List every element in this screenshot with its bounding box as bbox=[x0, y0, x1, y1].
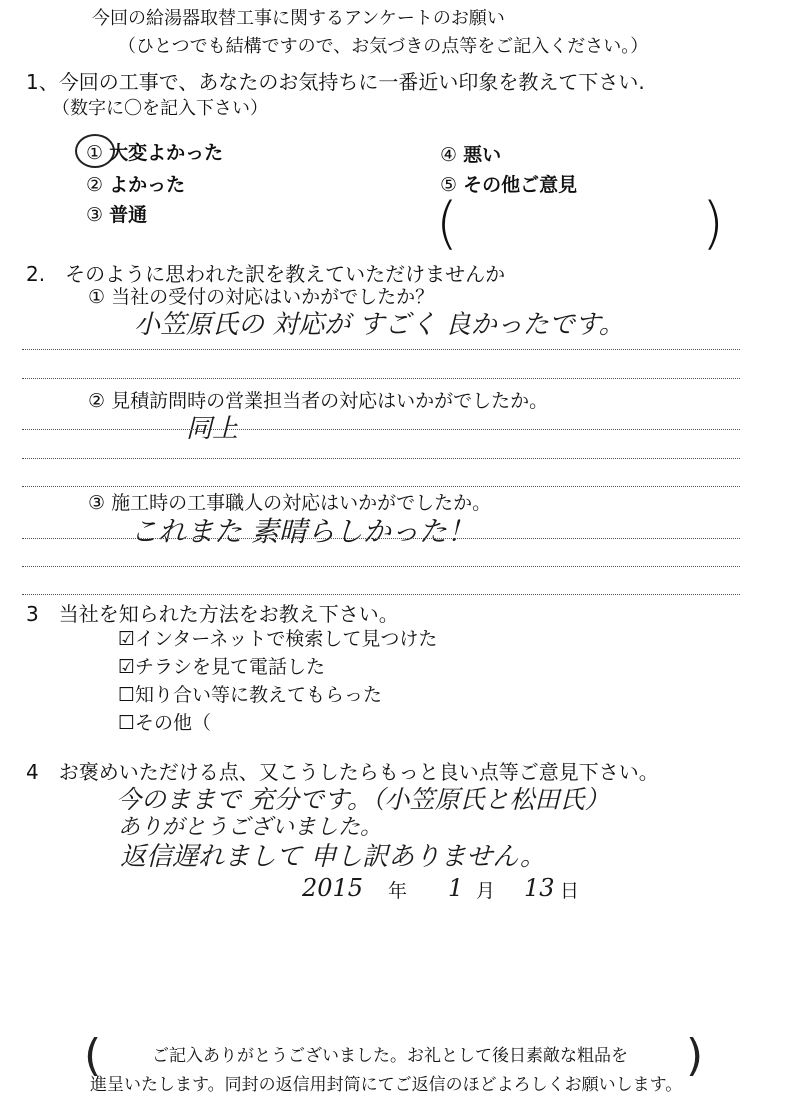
q3-option-acquaintance[interactable]: ☐知り合い等に教えてもらった bbox=[118, 684, 383, 706]
q3-option-internet[interactable]: ☑インターネットで検索して見つけた bbox=[118, 628, 438, 650]
answer-line bbox=[22, 378, 740, 379]
q4-answer-line-2[interactable]: ありがとうございました。 bbox=[118, 815, 383, 840]
q3-question: 3 当社を知られた方法をお教え下さい。 bbox=[26, 602, 399, 626]
date-year-label: 年 bbox=[388, 880, 408, 902]
q1-option-5[interactable]: ⑤ その他ご意見 bbox=[440, 174, 578, 196]
q2-sub1-question: ① 当社の受付の対応はいかがでしたか？ bbox=[88, 286, 435, 308]
q1-option-1[interactable]: ① 大変よかった bbox=[86, 142, 224, 164]
other-close-paren: ) bbox=[702, 191, 724, 256]
q2-sub3-answer[interactable]: これまた 素晴らしかった！ bbox=[130, 515, 475, 548]
q3-option-flyer[interactable]: ☑チラシを見て電話した bbox=[118, 656, 326, 678]
page-subtitle: （ひとつでも結構ですので、お気づきの点等をご記入ください。） bbox=[118, 36, 649, 57]
q1-option-3[interactable]: ③ 普通 bbox=[86, 204, 148, 226]
q1-option-4[interactable]: ④ 悪い bbox=[440, 144, 502, 166]
q1-instruction: （数字に〇を記入下さい） bbox=[52, 98, 268, 119]
other-open-paren: ( bbox=[436, 191, 458, 256]
q2-sub2-answer[interactable]: 同上 bbox=[186, 414, 239, 444]
date-year-value[interactable]: 2015 bbox=[302, 874, 364, 902]
footer-open-bracket: ( bbox=[84, 1030, 102, 1081]
footer-line-2: 進呈いたします。同封の返信用封筒にてご返信のほどよろしくお願いします。 bbox=[90, 1075, 683, 1095]
answer-line bbox=[22, 566, 740, 567]
answer-line bbox=[22, 458, 740, 459]
footer-line-1: ご記入ありがとうございました。お礼として後日素敵な粗品を bbox=[152, 1046, 628, 1066]
date-month-value[interactable]: 1 bbox=[448, 874, 464, 902]
q4-answer-line-1[interactable]: 今のままで 充分です。（小笠原氏と松田氏） bbox=[116, 785, 610, 814]
page-title: 今回の給湯器取替工事に関するアンケートのお願い bbox=[92, 8, 505, 29]
footer-close-bracket: ) bbox=[686, 1030, 704, 1081]
q2-sub3-question: ③ 施工時の工事職人の対応はいかがでしたか。 bbox=[88, 492, 492, 514]
answer-line bbox=[22, 349, 740, 350]
q1-question: 1、今回の工事で、あなたのお気持ちに一番近い印象を教えて下さい. bbox=[26, 70, 645, 94]
q4-answer-line-3[interactable]: 返信遅れまして 申し訳ありません。 bbox=[120, 842, 546, 872]
date-month-label: 月 bbox=[476, 880, 496, 902]
q1-option-2[interactable]: ② よかった bbox=[86, 174, 186, 196]
answer-line bbox=[22, 538, 740, 539]
answer-line bbox=[22, 429, 740, 430]
answer-line bbox=[22, 594, 740, 595]
q4-question: 4 お褒めいただける点、又こうしたらもっと良い点等ご意見下さい。 bbox=[26, 760, 659, 784]
answer-line bbox=[22, 486, 740, 487]
q2-sub1-answer[interactable]: 小笠原氏の 対応が すごく 良かったです。 bbox=[134, 310, 625, 340]
date-day-label: 日 bbox=[560, 880, 580, 902]
q2-question: 2. そのように思われた訳を教えていただけませんか bbox=[26, 262, 506, 286]
date-day-value[interactable]: 13 bbox=[524, 874, 555, 902]
q3-option-other[interactable]: ☐その他（ bbox=[118, 712, 212, 734]
q2-sub2-question: ② 見積訪問時の営業担当者の対応はいかがでしたか。 bbox=[88, 390, 549, 412]
